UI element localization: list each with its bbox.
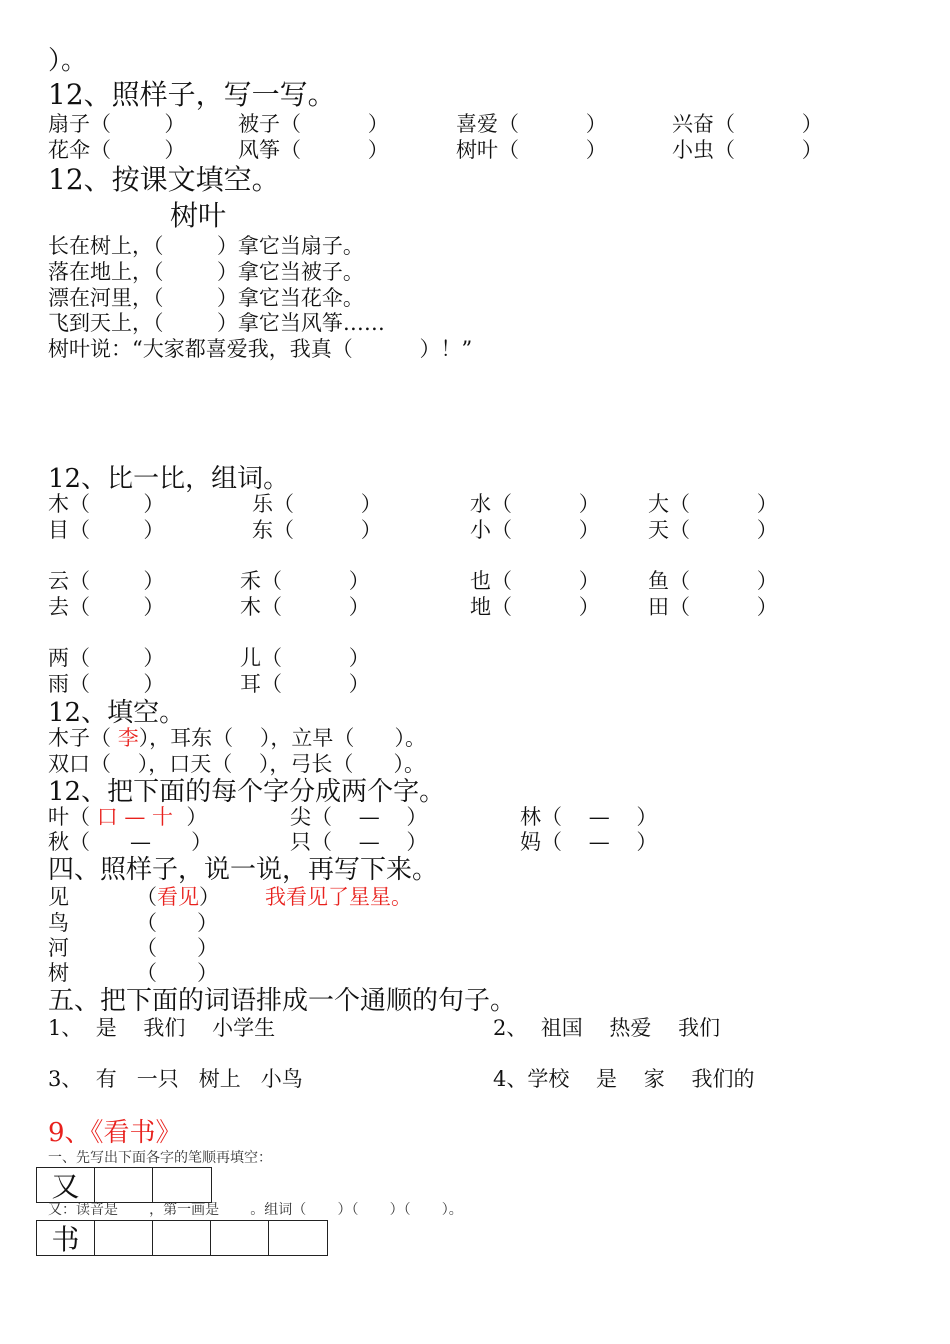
split-item: 秋（ — ） [48, 830, 213, 854]
stroke-grid-you [36, 1167, 212, 1203]
compare-item: 雨（ ） [48, 672, 165, 696]
word-row: 花伞（ ） [48, 138, 186, 162]
practice-blank: （ ） [136, 936, 219, 960]
poem-line: 树叶说：“大家都喜爱我，我真（ ）！” [48, 337, 473, 361]
arrange-item: 2、 祖国 热爱 我们 [493, 1016, 721, 1040]
compare-item: 两（ ） [48, 646, 165, 670]
lesson-title: 9、《看书》 [48, 1118, 182, 1148]
answer-example: 李 [117, 726, 139, 750]
compare-item: 木（ ） [240, 595, 370, 619]
grid-cell [95, 1168, 153, 1202]
compare-item: 田（ ） [648, 595, 778, 619]
section-title-split: 12、把下面的每个字分成两个字。 [48, 777, 446, 807]
poem-line: 落在地上，（ ）拿它当被子。 [48, 260, 364, 284]
section-title-compare: 12、比一比，组词。 [48, 464, 290, 494]
word-row: 喜爱（ ） [456, 112, 607, 136]
top-fragment: ）。 [48, 46, 88, 76]
compare-item: 去（ ） [48, 595, 165, 619]
split-item: 妈（ — ） [520, 830, 658, 854]
stroke-grid-shu [36, 1220, 328, 1256]
grid-cell-char: 又 [37, 1168, 95, 1202]
arrange-item: 4、学校 是 家 我们的 [493, 1067, 755, 1091]
compare-item: 云（ ） [48, 569, 165, 593]
compare-item: 也（ ） [470, 569, 600, 593]
split-example-answer: 口 — 十 [96, 805, 174, 829]
split-item: 叶（ 口 — 十 ） [48, 805, 208, 829]
word-row: 兴奋（ ） [672, 112, 823, 136]
grid-cell-char: 书 [37, 1221, 95, 1255]
compare-item: 乐（ ） [252, 492, 382, 516]
split-item: 尖（ — ） [290, 805, 428, 829]
poem-title: 树叶 [170, 199, 227, 232]
poem-line: 漂在河里，（ ）拿它当花伞。 [48, 286, 364, 310]
compare-item: 耳（ ） [240, 672, 370, 696]
practice-char: 鸟 [48, 911, 69, 935]
fill-blank-row: 双口（ ），口天（ ），弓长（ ）。 [48, 752, 425, 776]
section-title-say-write: 四、照样子，说一说，再写下来。 [48, 855, 439, 885]
split-item: 林（ — ） [520, 805, 658, 829]
section-title-examples: 12、照样子，写一写。 [48, 78, 336, 111]
compare-item: 东（ ） [252, 518, 382, 542]
word-row: 扇子（ ） [48, 112, 186, 136]
example-char: 见 [48, 885, 69, 909]
section-title-fill-blank: 12、填空。 [48, 698, 186, 728]
compare-item: 水（ ） [470, 492, 600, 516]
compare-item: 天（ ） [648, 518, 778, 542]
example-sentence: 我看见了星星。 [265, 885, 412, 909]
grid-cell [95, 1221, 153, 1255]
poem-line: 长在树上，（ ）拿它当扇子。 [48, 234, 364, 258]
compare-item: 地（ ） [470, 595, 600, 619]
grid-cell [211, 1221, 269, 1255]
example-paren: （看见） [136, 885, 220, 909]
compare-item: 禾（ ） [240, 569, 370, 593]
section-title-arrange: 五、把下面的词语排成一个通顺的句子。 [48, 986, 517, 1016]
section-title-fill-text: 12、按课文填空。 [48, 163, 280, 196]
word-row: 风筝（ ） [238, 138, 389, 162]
compare-item: 鱼（ ） [648, 569, 778, 593]
poem-line: 飞到天上，（ ）拿它当风筝…… [48, 311, 385, 335]
word-row: 小虫（ ） [672, 138, 823, 162]
compare-item: 木（ ） [48, 492, 165, 516]
compare-item: 目（ ） [48, 518, 165, 542]
compare-item: 儿（ ） [240, 646, 370, 670]
grid-cell [153, 1168, 211, 1202]
split-item: 只（ — ） [290, 830, 428, 854]
grid-cell [269, 1221, 327, 1255]
grid-cell [153, 1221, 211, 1255]
compare-item: 大（ ） [648, 492, 778, 516]
practice-char: 河 [48, 936, 69, 960]
practice-char: 树 [48, 961, 69, 985]
arrange-item: 3、 有 一只 树上 小鸟 [48, 1067, 303, 1091]
word-row: 被子（ ） [238, 112, 389, 136]
compare-item: 小（ ） [470, 518, 600, 542]
stroke-fill-line: 又：读音是 ，第一画是 。组词（ ）（ ）（ ）。 [48, 1202, 463, 1218]
fill-blank-row: 木子（ 李），耳东（ ），立早（ ）。 [48, 726, 426, 750]
practice-blank: （ ） [136, 961, 219, 985]
practice-blank: （ ） [136, 911, 219, 935]
stroke-instruction: 一、先写出下面各字的笔顺再填空： [48, 1150, 272, 1166]
word-row: 树叶（ ） [456, 138, 607, 162]
arrange-item: 1、 是 我们 小学生 [48, 1016, 276, 1040]
